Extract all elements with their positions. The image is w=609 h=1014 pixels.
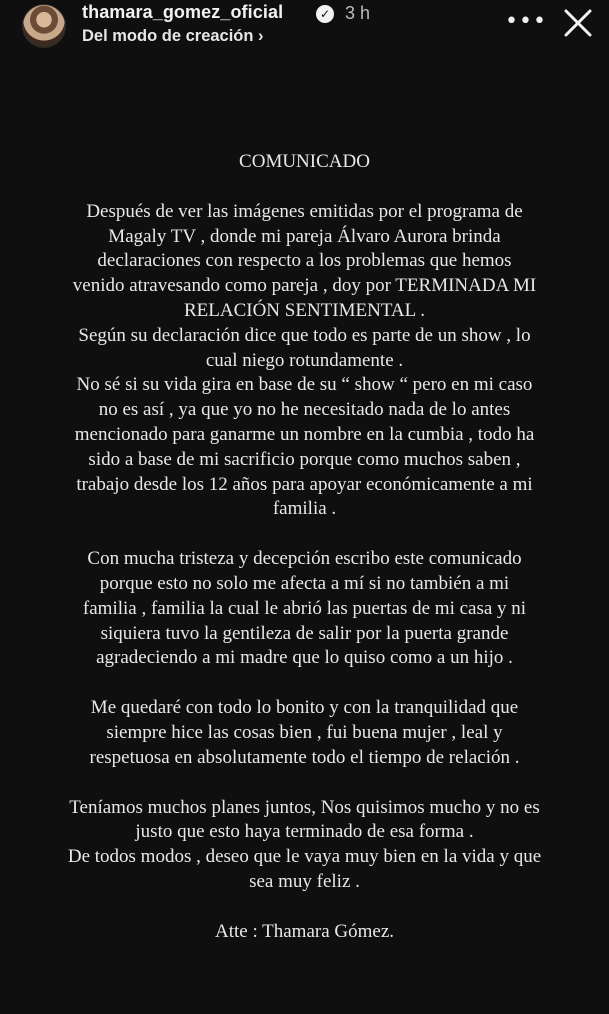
text-line: trabajo desde los 12 años para apoyar económicamente a mi — [76, 473, 533, 495]
text-line: declaraciones con respecto a los problemas que hemos — [97, 250, 512, 272]
text-line: porque esto no solo me afecta a mí si no también a mi — [99, 572, 510, 594]
username[interactable]: thamara_gomez_oficial — [82, 2, 284, 22]
post-title: COMUNICADO — [239, 151, 370, 172]
text-line: agradeciendo a mi madre que lo quiso como a un hijo . — [96, 647, 513, 669]
paragraph-gap — [22, 895, 587, 920]
text-line: De todos modos , deseo que le vaya muy bien en la vida y que — [67, 846, 542, 868]
verified-badge-icon: ✓ — [316, 5, 334, 23]
paragraph-gap — [22, 771, 587, 796]
post-body — [22, 200, 587, 945]
text-line: Según su declaración dice que todo es parte de un show , lo — [78, 324, 531, 346]
text-line: Me quedaré con todo lo bonito y con la tranquilidad que — [90, 697, 519, 719]
post-time: 3 h — [345, 3, 371, 23]
text-line: justo que esto haya terminado de esa forma . — [135, 821, 474, 843]
text-line: Con mucha tristeza y decepción escribo este comunicado — [87, 548, 522, 570]
story-text — [22, 150, 587, 945]
text-line: familia , familia la cual le abrió las puertas de mi casa y ni — [82, 597, 527, 619]
creation-mode-link[interactable]: Del modo de creación › — [82, 27, 264, 45]
text-line: siquiera tuvo la gentileza de salir por la puerta grande — [100, 622, 509, 644]
text-line: familia . — [272, 498, 337, 520]
text-line: venido atravesando como pareja , doy por TERMINADA MI — [72, 275, 537, 297]
story-header — [0, 0, 609, 60]
text-line: Atte : Thamara Gómez. — [214, 920, 395, 942]
paragraph-gap — [22, 522, 587, 547]
text-line: sido a base de mi sacrificio porque como muchos saben , — [88, 448, 521, 470]
text-line: Magaly TV , donde mi pareja Álvaro Aurora brinda — [108, 225, 501, 247]
more-options-icon[interactable]: ••• — [505, 9, 547, 34]
text-line: siempre hice las cosas bien , fui buena mujer , leal y — [106, 721, 503, 743]
text-line: RELACIÓN SENTIMENTAL . — [183, 299, 426, 321]
text-line: Después de ver las imágenes emitidas por el programa de — [86, 200, 523, 222]
text-line: mencionado para ganarme un nombre en la cumbia , todo ha — [74, 423, 535, 445]
text-line: sea muy feliz . — [249, 870, 360, 892]
text-line: Teníamos muchos planes juntos, Nos quisimos mucho y no es — [69, 796, 540, 818]
paragraph-gap — [22, 671, 587, 696]
text-line: cual niego rotundamente . — [205, 349, 404, 371]
text-line: No sé si su vida gira en base de su “ show “ pero en mi caso — [76, 374, 533, 396]
text-line: respetuosa en absolutamente todo el tiempo de relación . — [89, 746, 520, 768]
avatar[interactable] — [22, 4, 66, 48]
text-line: no es así , ya que yo no he necesitado nada de lo antes — [98, 399, 511, 421]
close-icon[interactable] — [560, 5, 596, 41]
